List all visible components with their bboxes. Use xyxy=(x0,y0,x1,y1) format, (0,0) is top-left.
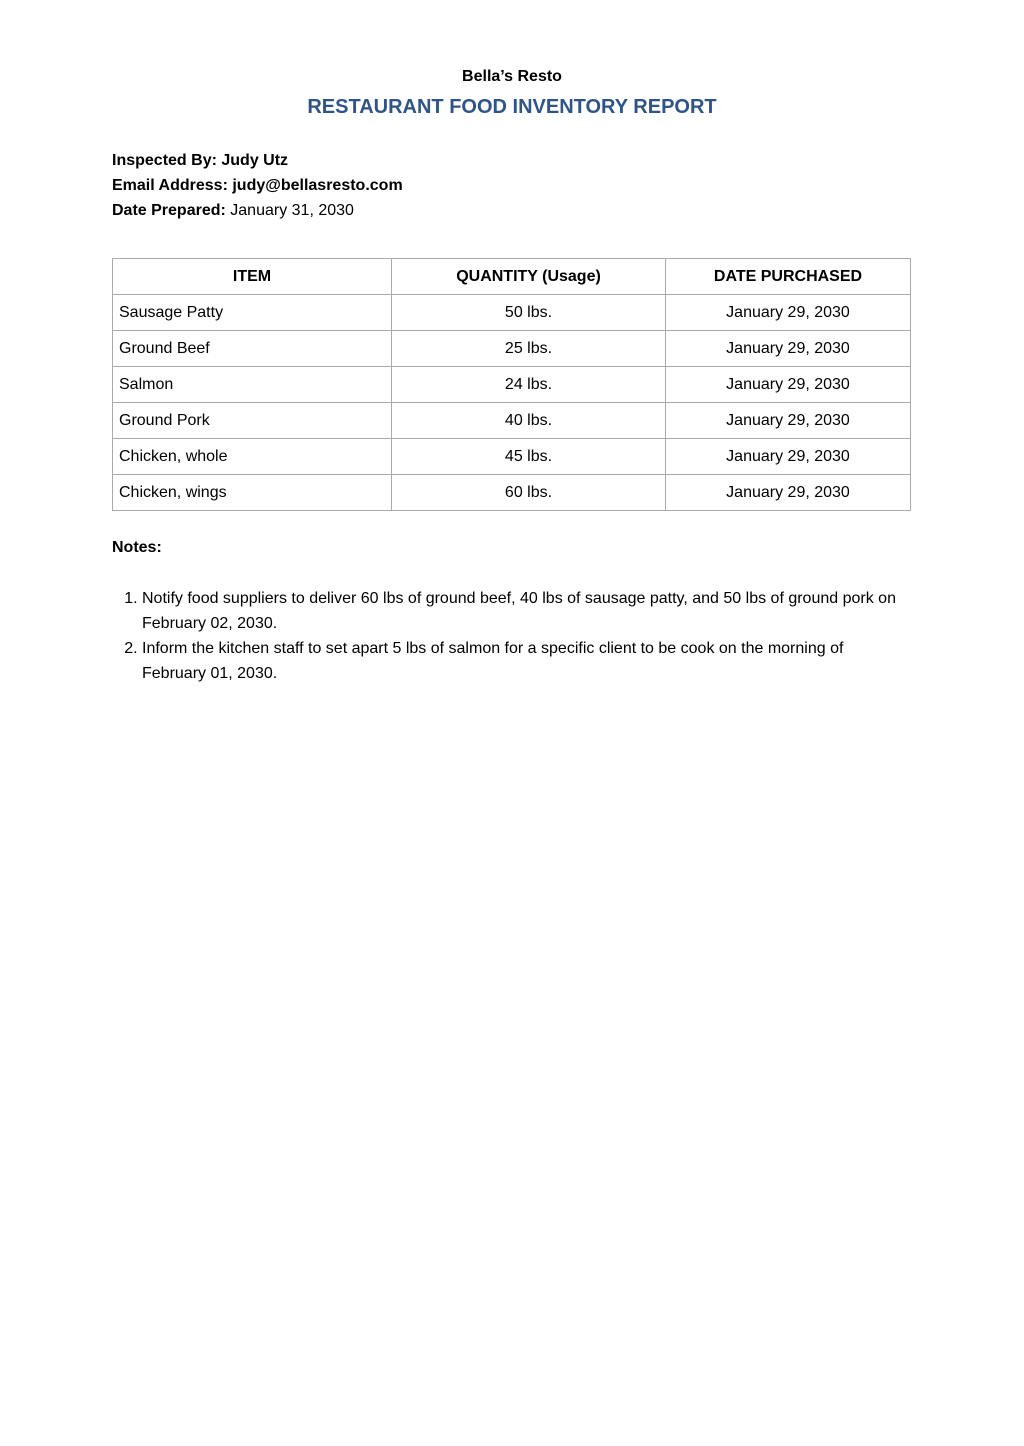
table-row xyxy=(113,367,911,403)
cell-item: Chicken, wings xyxy=(113,475,392,511)
inspected-by-label: Inspected By: xyxy=(112,152,217,169)
table-row xyxy=(113,475,911,511)
cell-quantity: 60 lbs. xyxy=(392,475,666,511)
cell-item: Ground Pork xyxy=(113,403,392,439)
cell-item: Ground Beef xyxy=(113,331,392,367)
cell-date: January 29, 2030 xyxy=(666,331,911,367)
column-header-item: ITEM xyxy=(113,259,392,295)
cell-quantity: 24 lbs. xyxy=(392,367,666,403)
inspected-by-value: Judy Utz xyxy=(221,152,289,169)
note-item: 1. Notify food suppliers to deliver 60 lbs of ground beef, 40 lbs of sausage patty, and 50 lbs of ground pork on February 02, 2030. xyxy=(142,586,902,636)
table-row xyxy=(113,295,911,331)
cell-date: January 29, 2030 xyxy=(666,475,911,511)
note-item: 2. Inform the kitchen staff to set apart 5 lbs of salmon for a specific client to be cook on the morning of February 01, 2030. xyxy=(142,636,902,686)
table-row xyxy=(113,403,911,439)
table-header-row xyxy=(113,259,911,295)
report-meta xyxy=(112,148,403,223)
report-title: RESTAURANT FOOD INVENTORY REPORT xyxy=(307,96,717,118)
date-prepared-label: Date Prepared: xyxy=(112,202,226,219)
cell-date: January 29, 2030 xyxy=(666,367,911,403)
cell-quantity: 45 lbs. xyxy=(392,439,666,475)
restaurant-name: Bella’s Resto xyxy=(462,68,562,85)
cell-item: Chicken, whole xyxy=(113,439,392,475)
notes-list xyxy=(112,586,902,686)
cell-date: January 29, 2030 xyxy=(666,439,911,475)
cell-quantity: 50 lbs. xyxy=(392,295,666,331)
email-value: judy@bellasresto.com xyxy=(232,177,403,194)
cell-item: Salmon xyxy=(113,367,392,403)
notes-heading: Notes: xyxy=(112,539,162,556)
cell-date: January 29, 2030 xyxy=(666,295,911,331)
cell-quantity: 40 lbs. xyxy=(392,403,666,439)
email-row xyxy=(112,173,403,198)
date-prepared-value: January 31, 2030 xyxy=(230,202,354,219)
inventory-table xyxy=(112,258,911,511)
cell-date: January 29, 2030 xyxy=(666,403,911,439)
column-header-date-purchased: DATE PURCHASED xyxy=(666,259,911,295)
cell-quantity: 25 lbs. xyxy=(392,331,666,367)
date-prepared-row xyxy=(112,198,403,223)
column-header-quantity: QUANTITY (Usage) xyxy=(392,259,666,295)
table-row xyxy=(113,439,911,475)
cell-item: Sausage Patty xyxy=(113,295,392,331)
email-label: Email Address: xyxy=(112,177,228,194)
inspected-by-row xyxy=(112,148,403,173)
table-row xyxy=(113,331,911,367)
